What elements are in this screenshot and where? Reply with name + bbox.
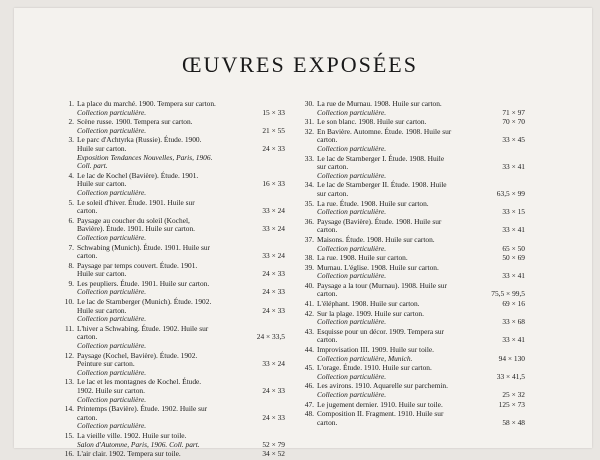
entry-number: 42. [304,308,314,318]
entry-line: Coll. part. [77,161,108,171]
catalogue-entry [303,310,525,327]
entry-line: Paysage (Bavière). Étude. 1908. Huile sur [317,216,442,226]
entry-line: Bavière). Étude. 1901. Huile sur carton. [77,224,196,234]
entry-text [317,254,525,263]
catalogue-entry [63,378,285,404]
entry-line: Paysage par temps couvert. Étude. 1901. [77,260,198,270]
entry-line: Collection particulière. [77,107,147,117]
entry-dimensions: 71 × 97 [502,107,525,117]
entry-number: 1. [68,99,74,108]
entry-dimensions: 33 × 68 [502,317,525,327]
entry-dimensions: 69 × 16 [502,299,525,309]
entry-dimensions: 24 × 33 [262,143,285,153]
entry-dimensions: 33 × 24 [262,224,285,234]
entry-line: Le lac de Starnberger (Munich). Étude. 1902. [77,297,212,307]
entry-line: Le lac et les montagnes de Kochel. Étude. [77,377,202,387]
entry-line: carton. [317,225,338,235]
entry-dimensions: 33 × 41,5 [496,371,525,381]
entry-line: carton. [317,289,338,299]
entry-text [317,118,525,127]
entry-number: 38. [304,253,314,263]
entry-number: 31. [304,117,314,127]
entry-line: Huile sur carton. [77,143,127,153]
entry-number: 33. [304,153,314,163]
catalogue-entry [303,282,525,299]
entry-text [77,450,285,459]
entry-line: Composition II. Fragment. 1910. Huile sur [317,409,444,419]
entry-number: 7. [68,242,74,252]
catalogue-entry [63,118,285,135]
entry-line: Collection particulière. [77,187,147,197]
entry-text [317,236,525,253]
entry-line: Collection particulière. [77,314,147,324]
catalogue-entry [63,432,285,449]
catalogue-entry [63,136,285,170]
entry-dimensions: 63,5 × 99 [496,188,525,198]
entry-line: Collection particulière. [317,371,387,381]
entry-line: Le parc d'Achtyrka (Russie). Étude. 1900. [77,135,202,145]
catalogue-entry [303,328,525,345]
entry-text [317,100,525,117]
entry-number: 35. [304,198,314,208]
catalogue-entry [303,346,525,363]
entry-line: Le jugement dernier. 1910. Huile sur toile. [317,399,443,409]
catalogue-entry [303,200,525,217]
catalogue-entry [303,236,525,253]
entry-number: 45. [304,363,314,373]
entry-dimensions: 24 × 33 [262,269,285,279]
entry-number: 13. [64,377,74,387]
entry-line: carton. [77,206,98,216]
entry-text [317,328,525,345]
entry-line: Collection particulière. [317,143,387,153]
catalogue-entry [63,199,285,216]
entry-number: 3. [68,135,74,145]
works-list-right [303,100,525,428]
entry-line: Esquisse pour un décor. 1909. Tempera sur [317,326,445,336]
entry-line: Collection particulière. [77,341,147,351]
entry-line: Collection particulière. [77,125,147,135]
entry-text [317,155,525,181]
entry-number: 32. [304,126,314,136]
catalogue-entry [303,181,525,198]
entry-line: Scène russe. 1900. Tempera sur carton. [77,117,193,127]
entry-dimensions: 24 × 33 [262,287,285,297]
entry-dimensions: 16 × 33 [262,179,285,189]
entry-line: carton. [317,417,338,427]
entry-line: Le soleil d'hiver. Étude. 1901. Huile sur [77,197,195,207]
entry-line: Paysage au coucher du soleil (Kochel, [77,215,190,225]
entry-text [317,364,525,381]
catalogue-entry [63,217,285,243]
catalogue-entry [303,155,525,181]
entry-text [77,298,285,324]
entry-dimensions: 24 × 33 [262,412,285,422]
entry-line: Exposition Tendances Nouvelles, Paris, 1906. [77,152,213,162]
entry-line: Collection particulière. [317,271,387,281]
entry-dimensions: 33 × 41 [502,335,525,345]
entry-number: 9. [68,278,74,288]
entry-dimensions: 24 × 33 [262,305,285,315]
entry-number: 14. [64,404,74,414]
entry-number: 46. [304,381,314,391]
entry-line: Collection particulière. [77,394,147,404]
catalogue-entry [303,254,525,263]
entry-number: 37. [304,234,314,244]
catalogue-entry [303,264,525,281]
entry-number: 48. [304,409,314,419]
entry-number: 30. [304,99,314,108]
entry-line: L'air clair. 1902. Tempera sur toile. [77,449,181,459]
entry-text [317,346,525,363]
entry-text [77,172,285,198]
catalogue-entry [303,364,525,381]
entry-line: Huile sur carton. [77,305,127,315]
entry-text [77,118,285,135]
entry-dimensions: 25 × 32 [502,390,525,399]
entry-line: Collection particulière. [317,317,387,327]
entry-line: sur carton. [317,162,349,172]
entry-line: carton. [317,135,338,145]
entry-number: 10. [64,297,74,307]
entry-text [77,405,285,431]
entry-line: Salon d'Automne, Paris, 1906. Coll. part. [77,439,200,449]
entry-dimensions: 33 × 24 [262,206,285,216]
works-list-left [63,100,285,460]
entry-line: Collection particulière. [317,243,387,253]
catalogue-entry [303,118,525,127]
entry-dimensions: 24 × 33 [262,386,285,395]
catalogue-entry [303,401,525,410]
entry-line: Le lac de Starnberger I. Étude. 1908. Huile [317,153,445,163]
entry-line: Collection particulière. [317,207,387,217]
entry-number: 39. [304,262,314,272]
entry-line: La vieille ville. 1902. Huile sur toile. [77,430,187,440]
entry-dimensions: 33 × 24 [262,251,285,261]
entry-text [77,100,285,117]
entry-dimensions: 33 × 41 [502,271,525,281]
entry-text [317,401,525,410]
page-title: ŒUVRES EXPOSÉES [182,52,418,77]
entry-text [77,217,285,243]
catalogue-entry [303,218,525,235]
entry-line: Collection particulière. [317,390,387,399]
entry-number: 47. [304,399,314,409]
entry-line: La rue. Étude. 1908. Huile sur carton. [317,198,429,208]
entry-line: Paysage (Kochel, Bavière). Étude. 1902. [77,350,198,360]
entry-dimensions: 50 × 69 [502,253,525,263]
entry-line: Printemps (Bavière). Étude. 1902. Huile sur [77,404,208,414]
entry-text [77,280,285,297]
catalogue-entry [63,244,285,261]
catalogue-entry [303,382,525,399]
catalogue-entry [303,300,525,309]
entry-dimensions: 33 × 41 [502,162,525,172]
entry-number: 44. [304,345,314,355]
entry-line: La rue. 1908. Huile sur carton. [317,253,408,263]
entry-dimensions: 125 × 73 [498,399,525,409]
entry-dimensions: 65 × 50 [502,243,525,253]
entry-text [317,181,525,198]
entry-number: 11. [65,323,74,333]
entry-number: 12. [64,350,74,360]
entry-number: 4. [68,170,74,180]
entry-dimensions: 33 × 41 [502,225,525,235]
entry-line: L'hiver a Schwabing. Étude. 1902. Huile sur [77,323,209,333]
entry-text [317,218,525,235]
entry-text [77,136,285,170]
entry-text [77,432,285,449]
entry-text [317,128,525,154]
entry-line: Le lac de Kochel (Bavière). Étude. 1901. [77,170,199,180]
catalogue-entry [63,172,285,198]
entry-line: Peinture sur carton. [77,359,135,369]
catalogue-entry [303,410,525,427]
entry-text [317,200,525,217]
entry-line: Le son blanc. 1908. Huile sur carton. [317,117,427,127]
entry-dimensions: 34 × 52 [262,449,285,459]
entry-number: 15. [64,430,74,440]
entry-number: 41. [304,299,314,309]
entry-text [317,300,525,309]
entry-number: 6. [68,215,74,225]
entry-line: Sur la plage. 1909. Huile sur carton. [317,308,424,318]
entry-number: 16. [64,449,74,459]
entry-line: La rue de Murnau. 1908. Huile sur carton. [317,99,442,108]
entry-number: 8. [68,260,74,270]
entry-dimensions: 33 × 24 [262,359,285,369]
entry-text [77,199,285,216]
entry-line: Schwabing (Munich). Étude. 1901. Huile sur [77,242,211,252]
entry-dimensions: 58 × 48 [502,417,525,427]
entry-text [77,352,285,378]
entry-line: Collection particulière. [317,107,387,117]
entry-dimensions: 33 × 45 [502,135,525,145]
entry-line: Collection particulière. [317,170,387,180]
entry-dimensions: 94 × 130 [498,353,525,363]
catalogue-entry [63,405,285,431]
catalogue-entry [63,298,285,324]
entry-line: Collection particulière, Munich. [317,353,413,363]
entry-text [77,244,285,261]
entry-line: Le lac de Starnberger II. Étude. 1908. Huile [317,180,447,190]
catalogue-entry [63,262,285,279]
catalogue-entry [63,450,285,459]
entry-text [317,264,525,281]
entry-dimensions: 15 × 33 [262,107,285,117]
entry-line: La place du marché. 1900. Tempera sur carton. [77,99,216,108]
entry-line: Collection particulière. [77,421,147,431]
entry-number: 5. [68,197,74,207]
entry-dimensions: 52 × 79 [262,439,285,449]
entry-line: 1902. Huile sur carton. [77,386,145,395]
catalogue-entry [63,100,285,117]
entry-dimensions: 75,5 × 99,5 [491,289,525,299]
entry-number: 34. [304,180,314,190]
entry-text [77,262,285,279]
entry-text [317,310,525,327]
entry-line: Improvisation III. 1909. Huile sur toile. [317,345,434,355]
entry-text [317,410,525,427]
entry-text [317,382,525,399]
catalogue-entry [63,325,285,351]
entry-line: En Bavière. Automne. Étude. 1908. Huile sur [317,126,452,136]
entry-line: carton. [77,332,98,342]
entry-line: carton. [77,412,98,422]
entry-number: 43. [304,326,314,336]
entry-line: L'orage. Étude. 1910. Huile sur carton. [317,363,432,373]
catalogue-entry [63,280,285,297]
catalogue-entry [303,100,525,117]
entry-line: Collection particulière. [77,367,147,377]
entry-line: Collection particulière. [77,287,147,297]
entry-dimensions: 70 × 70 [502,117,525,127]
entry-dimensions: 33 × 15 [502,207,525,217]
catalogue-entry [63,352,285,378]
entry-line: carton. [77,251,98,261]
entry-line: sur carton. [317,188,349,198]
entry-line: carton. [317,335,338,345]
entry-line: Huile sur carton. [77,179,127,189]
entry-text [77,378,285,404]
entry-line: Maisons. Étude. 1908. Huile sur carton. [317,234,435,244]
entry-line: Murnau. L'église. 1908. Huile sur carton. [317,262,439,272]
entry-dimensions: 24 × 33,5 [256,332,285,342]
entry-dimensions: 21 × 55 [262,125,285,135]
catalogue-entry [303,128,525,154]
entry-line: L'éléphant. 1908. Huile sur carton. [317,299,420,309]
entry-line: Collection particulière. [77,232,147,242]
entry-line: Les peupliers. Étude. 1901. Huile sur carton. [77,278,210,288]
entry-line: Les avirons. 1910. Aquarelle sur parchemin. [317,381,448,391]
entry-number: 2. [68,117,74,127]
entry-text [77,325,285,351]
entry-line: Paysage a la tour (Murnau). 1908. Huile sur [317,280,447,290]
entry-number: 36. [304,216,314,226]
entry-line: Huile sur carton. [77,269,127,279]
entry-number: 40. [304,280,314,290]
